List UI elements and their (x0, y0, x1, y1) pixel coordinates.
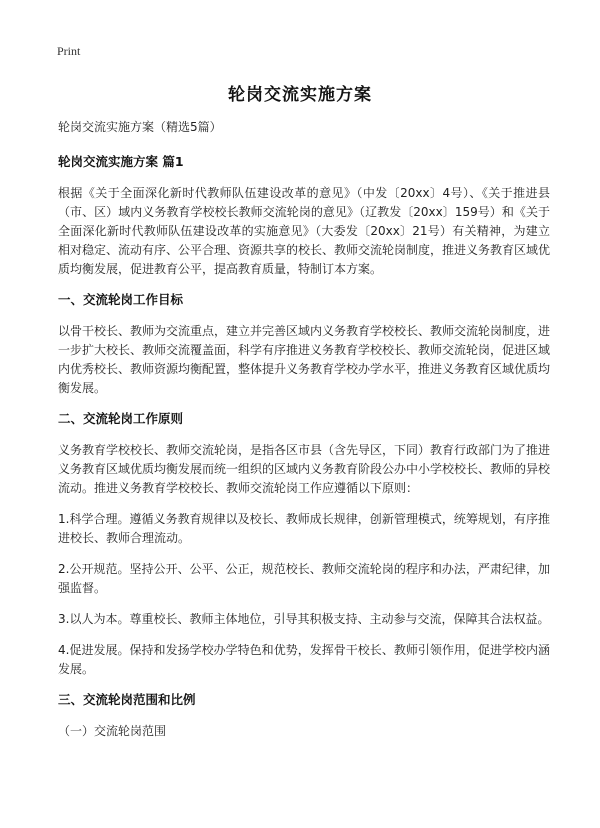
page-title: 轮岗交流实施方案 (228, 85, 372, 105)
intro-paragraph: 根据《关于全面深化新时代教师队伍建设改革的意见》（中发〔20xx〕4号）、《关于推进县（市、区）域内义务教育学校校长教师交流轮岗的意见》（辽教发〔20xx〕159号）和《关于全面深化新时代教师队伍建设改革的实施意见》（大委发〔20xx〕21号）有关精神，为建立相对稳定、流动有序、公平合理、资源共享的校长、教师交流轮岗制度，推进义务教育区域优质均衡发展，促进教育公平，提高教育质量，特制订本方案。 (58, 186, 551, 276)
principle-item: 4.促进发展。保持和发扬学校办学特色和优势，发挥骨干校长、教师引领作用，促进学校内涵发展。 (58, 643, 550, 676)
principle-item: 3.以人为本。尊重校长、教师主体地位，引导其积极支持、主动参与交流，保障其合法权益。 (58, 612, 550, 626)
sub-heading-scope: （一）交流轮岗范围 (58, 724, 167, 738)
document-subtitle: 轮岗交流实施方案（精选5篇） (58, 120, 222, 134)
section-heading-principles: 二、交流轮岗工作原则 (58, 411, 184, 426)
document-body (58, 118, 550, 740)
article-heading: 轮岗交流实施方案 篇1 (58, 154, 184, 169)
section-heading-scope: 三、交流轮岗范围和比例 (58, 692, 196, 707)
principle-item: 1.科学合理。遵循义务教育规律以及校长、教师成长规律，创新管理模式，统筹规划，有序推进校长、教师合理流动。 (58, 512, 550, 545)
paragraph: 义务教育学校校长、教师交流轮岗，是指各区市县（含先导区，下同）教育行政部门为了推进义务教育区域优质均衡发展而统一组织的区域内义务教育阶段公办中小学校校长、教师的异校流动。推进义务教育学校校长、教师交流轮岗工作应遵循以下原则： (58, 443, 551, 495)
principle-item: 2.公开规范。坚持公开、公平、公正，规范校长、教师交流轮岗的程序和办法，严肃纪律，加强监督。 (58, 562, 550, 595)
section-heading-goals: 一、交流轮岗工作目标 (58, 292, 184, 307)
print-label[interactable]: Print (57, 44, 81, 58)
paragraph: 以骨干校长、教师为交流重点，建立并完善区域内义务教育学校校长、教师交流轮岗制度，进一步扩大校长、教师交流覆盖面，科学有序推进义务教育学校校长、教师交流轮岗，促进区域内优秀校长、教师资源均衡配置，整体提升义务教育学校办学水平，推进义务教育区域优质均衡发展。 (58, 324, 551, 395)
